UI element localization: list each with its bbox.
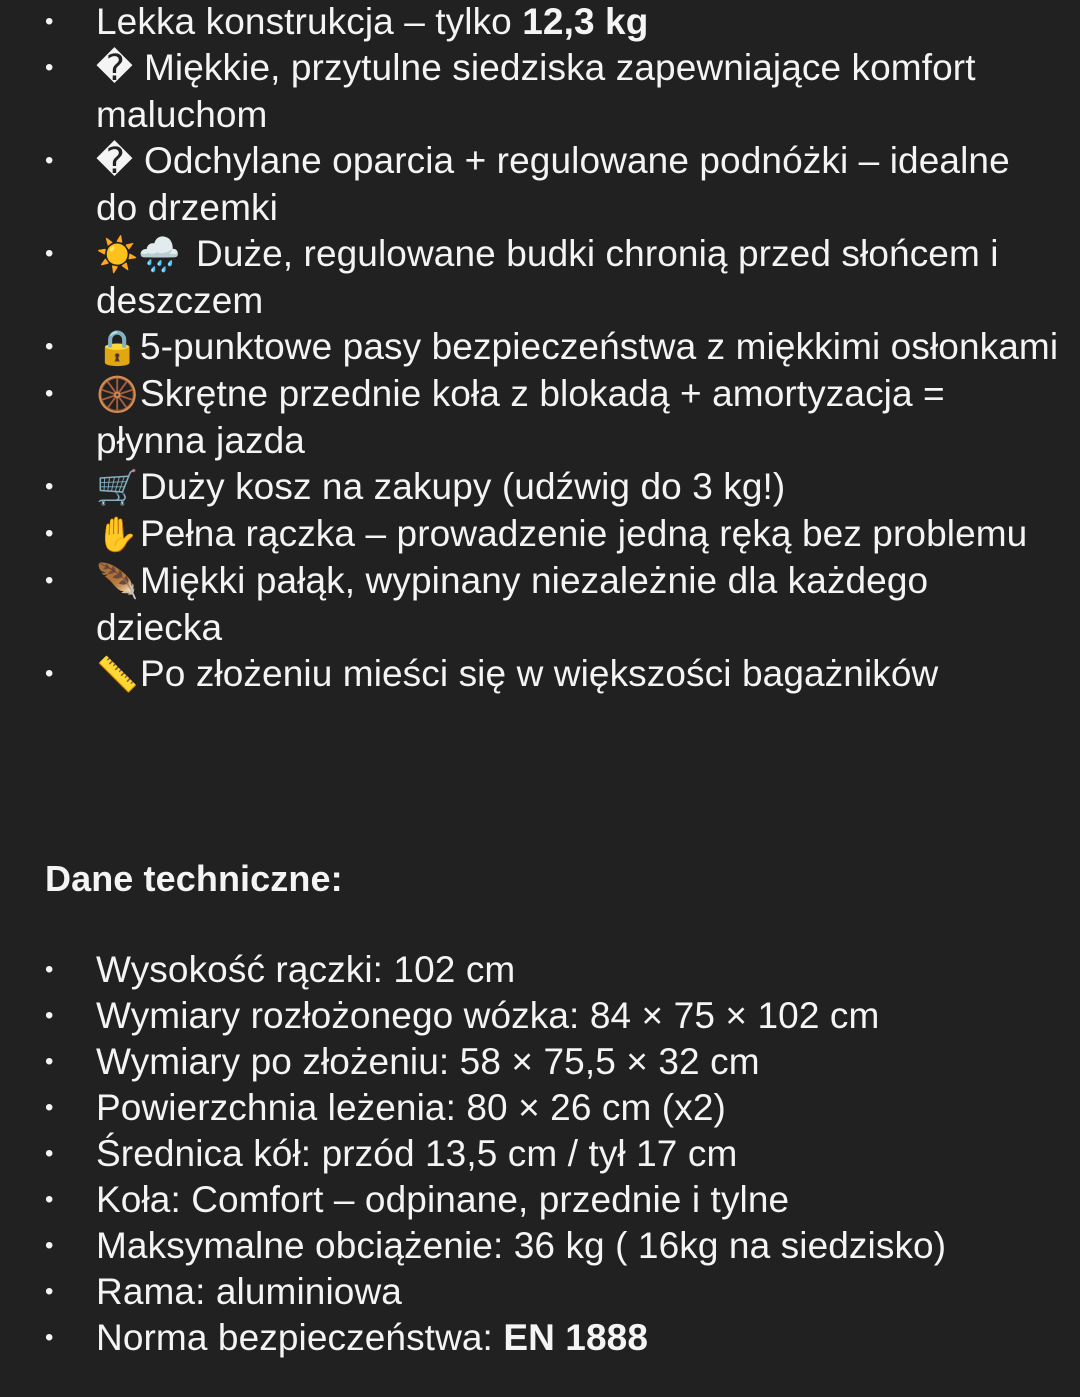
bullet: • [45, 333, 54, 360]
spec-text: Wymiary rozłożonego wózka: 84 × 75 × 102 cm [96, 995, 880, 1036]
feature-text: Lekka konstrukcja – tylko [96, 1, 523, 42]
list-item [0, 45, 1080, 138]
bullet: • [45, 1278, 54, 1305]
ruler-icon: 📏 [96, 655, 139, 695]
specs-list [0, 947, 1080, 1361]
spec-text: Wysokość rączki: 102 cm [96, 949, 516, 990]
bullet: • [45, 473, 54, 500]
list-item [0, 993, 1080, 1039]
feature-text: Duży kosz na zakupy (udźwig do 3 kg!) [140, 466, 786, 507]
bullet: • [45, 1232, 54, 1259]
feature-text: Skrętne przednie koła z blokadą + amortyzacja = płynna jazda [96, 373, 945, 461]
feature-text: 5-punktowe pasy bezpieczeństwa z miękkimi osłonkami [140, 326, 1059, 367]
list-item [0, 558, 1080, 651]
feature-text: Po złożeniu mieści się w większości bagażników [140, 653, 939, 694]
spec-text: Średnica kół: przód 13,5 cm / tył 17 cm [96, 1133, 738, 1174]
list-item [0, 1085, 1080, 1131]
list-item [0, 947, 1080, 993]
feature-text: Miękkie, przytulne siedziska zapewniające komfort maluchom [96, 47, 976, 135]
spec-text: Maksymalne obciążenie: 36 kg ( 16kg na siedzisko) [96, 1225, 947, 1266]
spec-text: Koła: Comfort – odpinane, przednie i tylne [96, 1179, 790, 1220]
spec-text: Norma bezpieczeństwa: [96, 1317, 504, 1358]
feature-text: Duże, regulowane budki chronią przed słońcem i deszczem [96, 233, 999, 321]
spec-text: Powierzchnia leżenia: 80 × 26 cm (x2) [96, 1087, 726, 1128]
list-item [0, 138, 1080, 231]
list-item [0, 324, 1080, 371]
bullet: • [45, 1002, 54, 1029]
bullet: • [45, 1094, 54, 1121]
sun-rain-cloud-icon: ☀️🌧️ [96, 235, 181, 275]
bullet: • [45, 956, 54, 983]
spec-text: Wymiary po złożeniu: 58 × 75,5 × 32 cm [96, 1041, 760, 1082]
list-item [0, 1315, 1080, 1361]
bullet: • [45, 1140, 54, 1167]
list-item [0, 1269, 1080, 1315]
bullet: • [45, 660, 54, 687]
bullet: • [45, 240, 54, 267]
list-item [0, 464, 1080, 511]
list-item [0, 371, 1080, 464]
specs-heading: Dane techniczne: [45, 858, 343, 899]
bullet: • [45, 8, 54, 35]
lock-icon: 🔒 [96, 328, 139, 368]
list-item [0, 1131, 1080, 1177]
feature-text: Pełna rączka – prowadzenie jedną ręką bez problemu [140, 513, 1028, 554]
bullet: • [45, 520, 54, 547]
bullet: • [45, 380, 54, 407]
feature-text: Odchylane oparcia + regulowane podnóżki – idealne do drzemki [96, 140, 1010, 228]
feather-icon: 🪶 [96, 562, 139, 602]
bullet: • [45, 54, 54, 81]
list-item [0, 1039, 1080, 1085]
features-list [0, 0, 1080, 698]
bullet: • [45, 567, 54, 594]
feature-text: Miękki pałąk, wypinany niezależnie dla każdego dziecka [96, 560, 929, 648]
spec-text: Rama: aluminiowa [96, 1271, 402, 1312]
wheel-icon: 🛞 [96, 375, 139, 415]
list-item [0, 1177, 1080, 1223]
list-item [0, 511, 1080, 558]
weight-value: 12,3 kg [522, 1, 649, 42]
list-item [0, 651, 1080, 698]
replacement-char-icon: � [96, 141, 134, 182]
replacement-char-icon: � [96, 48, 134, 89]
list-item [0, 231, 1080, 324]
bullet: • [45, 1324, 54, 1351]
bullet: • [45, 1186, 54, 1213]
bullet: • [45, 147, 54, 174]
raised-hand-icon: ✋ [96, 515, 139, 555]
safety-norm-value: EN 1888 [503, 1317, 649, 1358]
list-item [0, 1223, 1080, 1269]
shopping-cart-icon: 🛒 [96, 468, 139, 508]
bullet: • [45, 1048, 54, 1075]
list-item [0, 0, 1080, 45]
